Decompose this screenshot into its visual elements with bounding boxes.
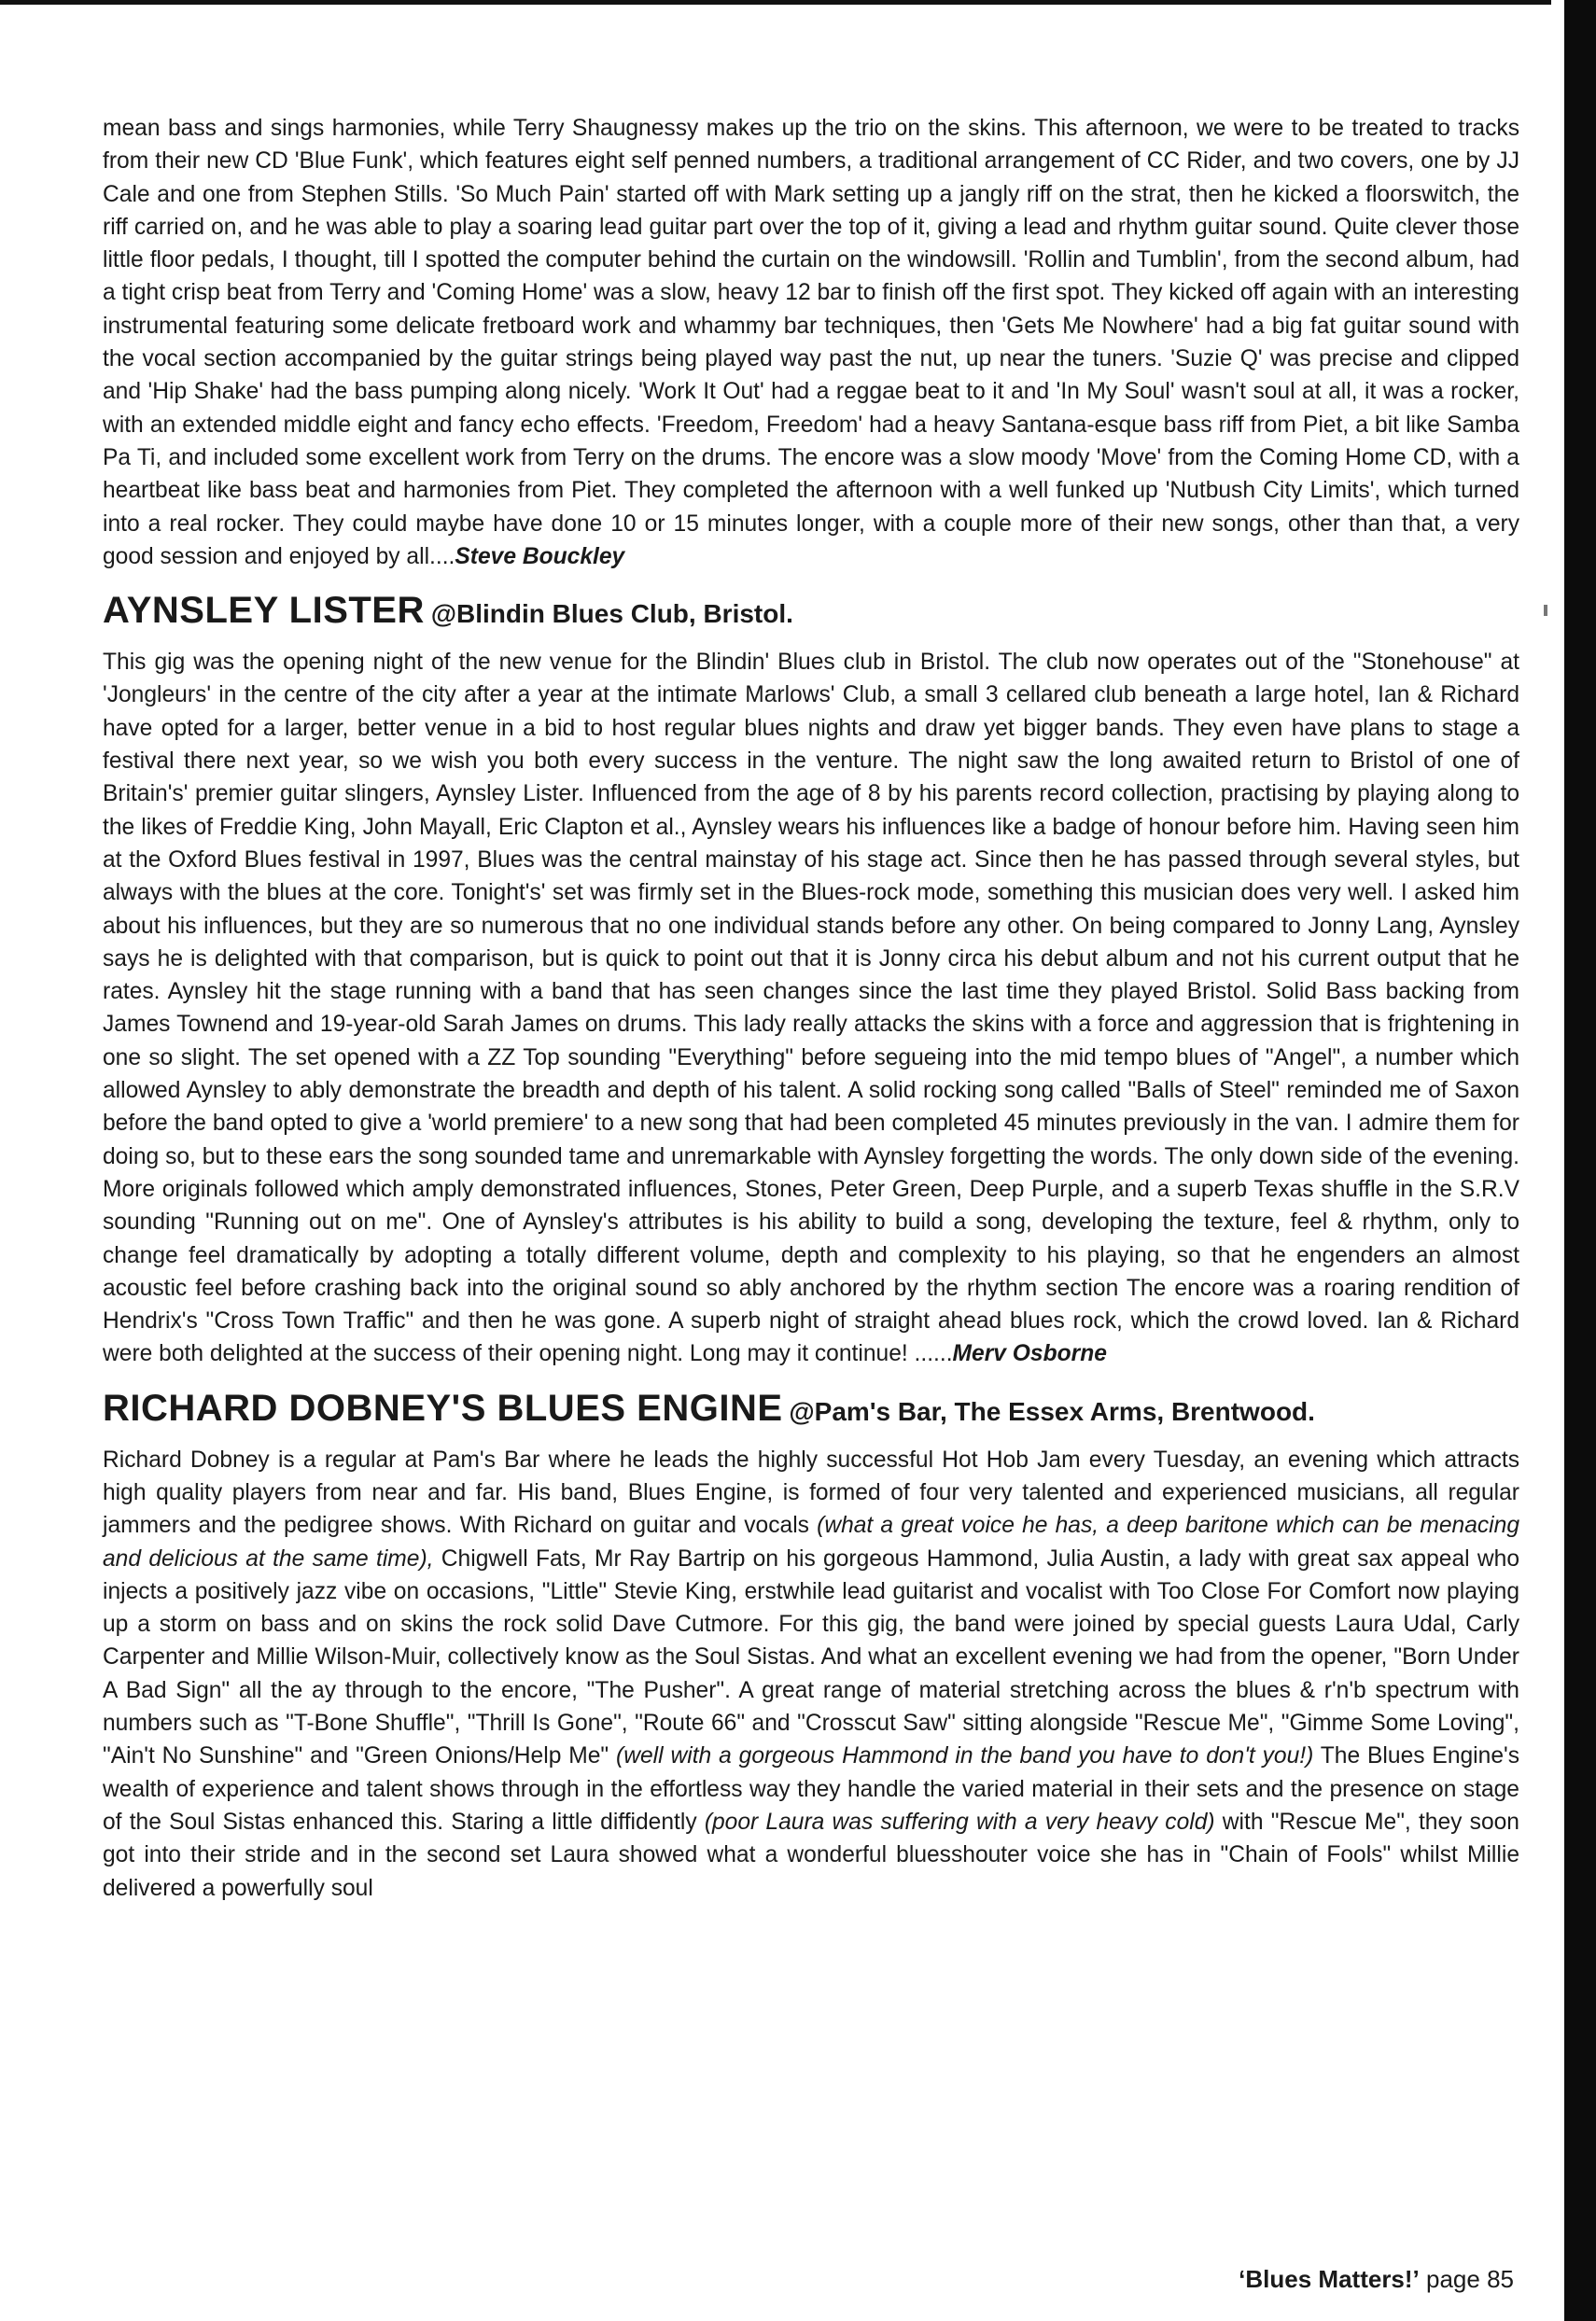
- review-aside: (what a great voice he has, a deep baritone which can be menacing and delicious at the same time),: [103, 1513, 1519, 1572]
- band-name: RICHARD DOBNEY'S BLUES ENGINE: [103, 1387, 783, 1429]
- venue-name: @Blindin Blues Club, Bristol.: [430, 599, 793, 629]
- review-body: The Blues Engine's wealth of experience and talent shows through in the effortless way they handle the varied material in their sets and the presence on stage of the Soul Sistas enhanced this. Staring a little diffidently: [103, 1743, 1519, 1835]
- review-body: with "Rescue Me", they soon got into their stride and in the second set Laura showed what a wonderful bluesshouter voice she has in "Chain of Fools" whilst Millie delivered a powerfully soul: [103, 1809, 1519, 1901]
- review-heading-aynsley-lister: [103, 586, 1519, 640]
- review-body: This gig was the opening night of the new venue for the Blindin' Blues club in Bristol. The club now operates out of the "Stonehouse" at 'Jongleurs' in the centre of the city after a year at the intimate Marlows' Club, a small 3 cellared club beneath a large hotel, Ian & Richard have opted for a larger, better venue in a bid to host regular blues nights and draw yet bigger bands. They even have plans to stage a festival there next year, so we wish you both every success in the venture. The night saw the long awaited return to Bristol of one of Britain's' premier guitar slingers, Aynsley Lister. Influenced from the age of 8 by his parents record collection, practising by playing along to the likes of Freddie King, John Mayall, Eric Clapton et al., Aynsley wears his influences like a badge of honour before him. Having seen him at the Oxford Blues festival in 1997, Blues was the central mainstay of his stage act. Since then he has passed through several styles, but always with the blues at the core. Tonight's' set was firmly set in the Blues-rock mode, something this musician does very well. I asked him about his influences, but they are so numerous that no one individual stands before any other. On being compared to Jonny Lang, Aynsley says he is delighted with that comparison, but is quick to point out that it is Jonny circa his debut album and not his current output that he rates. Aynsley hit the stage running with a band that has seen changes since the last time they played Bristol. Solid Bass backing from James Townend and 19-year-old Sarah James on drums. This lady really attacks the skins with a force and aggression that is frightening in one so slight. The set opened with a ZZ Top sounding "Everything" before segueing into the mid tempo blues of "Angel", a number which allowed Aynsley to ably demonstrate the breadth and depth of his talent. A solid rocking song called "Balls of Steel" reminded me of Saxon before the band opted to give a 'world premiere' to a new song that had been completed 45 minutes previously in the van. I admire them for doing so, but to these ears the song sounded tame and unremarkable with Aynsley forgetting the words. The only down side of the evening. More originals followed which amply demonstrated influences, Stones, Peter Green, Deep Purple, and a superb Texas shuffle in the S.R.V sounding "Running out on me". One of Aynsley's attributes is his ability to build a song, developing the texture, feel & rhythm, only to change feel dramatically by adopting a totally different volume, depth and complexity to his playing, so that he engenders an almost acoustic feel before crashing back into the original sound so ably anchored by the rhythm section The encore was a roaring rendition of Hendrix's "Cross Town Traffic" and then he was gone. A superb night of straight ahead blues rock, which the crowd loved. Ian & Richard were both delighted at the success of their opening night. Long may it continue! ......: [103, 650, 1519, 1367]
- review-body: Richard Dobney is a regular at Pam's Bar where he leads the highly successful Hot Hob Jam every Tuesday, an evening which attracts high quality players from near and far. His band, Blues Engine, is formed of four very talented and experienced musicians, all regular jammers and the pedigree shows. With Richard on guitar and vocals: [103, 1447, 1519, 1539]
- page-number: page 85: [1426, 2265, 1514, 2293]
- venue-name: @Pam's Bar, The Essex Arms, Brentwood.: [789, 1396, 1315, 1426]
- review-aynsley-lister: [103, 646, 1519, 1371]
- review-blues-engine: [103, 1444, 1519, 1905]
- band-name: AYNSLEY LISTER: [103, 590, 425, 632]
- review-aside: (poor Laura was suffering with a very heavy cold): [704, 1809, 1215, 1835]
- review-author: Merv Osborne: [952, 1341, 1107, 1367]
- review-heading-blues-engine: [103, 1384, 1519, 1438]
- magazine-title: ‘Blues Matters!’: [1239, 2265, 1420, 2293]
- page-footer: [1239, 2265, 1514, 2294]
- magazine-page: [103, 112, 1519, 1905]
- scan-artifact-mark: [1544, 605, 1547, 616]
- review-body: Chigwell Fats, Mr Ray Bartrip on his gorgeous Hammond, Julia Austin, a lady with great sax appeal who injects a positively jazz vibe on occasions, "Little" Stevie King, erstwhile lead guitarist and vocalist with Too Close For Comfort now playing up a storm on bass and on skins the rock solid Dave Cutmore. For this gig, the band were joined by special guests Laura Udal, Carly Carpenter and Millie Wilson-Muir, collectively know as the Soul Sistas. And what an excellent evening we had from the opener, "Born Under A Bad Sign" all the ay through to the encore, "The Pusher". A great range of material stretching across the blues & r'n'b spectrum with numbers such as "T-Bone Shuffle", "Thrill Is Gone", "Route 66" and "Crosscut Saw" sitting alongside "Rescue Me", "Gimme Some Loving", "Ain't No Sunshine" and "Green Onions/Help Me": [103, 1545, 1519, 1769]
- review-body: mean bass and sings harmonies, while Terry Shaugnessy makes up the trio on the skins. This afternoon, we were to be treated to tracks from their new CD 'Blue Funk', which features eight self penned numbers, a traditional arrangement of CC Rider, and two covers, one by JJ Cale and one from Stephen Stills. 'So Much Pain' started off with Mark setting up a jangly riff on the strat, then he kicked a floorswitch, the riff carried on, and he was able to play a soaring lead guitar part over the top of it, giving a lead and rhythm guitar sound. Quite clever those little floor pedals, I thought, till I spotted the computer behind the curtain on the windowsill. 'Rollin and Tumblin', from the second album, had a tight crisp beat from Terry and 'Coming Home' was a slow, heavy 12 bar to finish off the first spot. They kicked off again with an interesting instrumental featuring some delicate fretboard work and whammy bar techniques, then 'Gets Me Nowhere' had a big fat guitar sound with the vocal section accompanied by the guitar strings being played way past the nut, up near the tuners. 'Suzie Q' was precise and clipped and 'Hip Shake' had the bass pumping along nicely. 'Work It Out' had a reggae beat to it and 'In My Soul' wasn't soul at all, it was a rocker, with an extended middle eight and fancy echo effects. 'Freedom, Freedom' had a heavy Santana-esque bass riff from Piet, a bit like Samba Pa Ti, and included some excellent work from Terry on the drums. The encore was a slow moody 'Move' from the Coming Home CD, with a heartbeat like bass beat and harmonies from Piet. They completed the afternoon with a well funked up 'Nutbush City Limits', which turned into a real rocker. They could maybe have done 10 or 15 minutes longer, with a couple more of their new songs, other than that, a very good session and enjoyed by all....: [103, 116, 1519, 569]
- review-aside: (well with a gorgeous Hammond in the band you have to don't you!): [616, 1743, 1314, 1769]
- scan-right-edge: [1564, 0, 1596, 2321]
- review-continuation: [103, 112, 1519, 573]
- review-author: Steve Bouckley: [455, 543, 625, 569]
- scan-top-edge: [0, 0, 1551, 5]
